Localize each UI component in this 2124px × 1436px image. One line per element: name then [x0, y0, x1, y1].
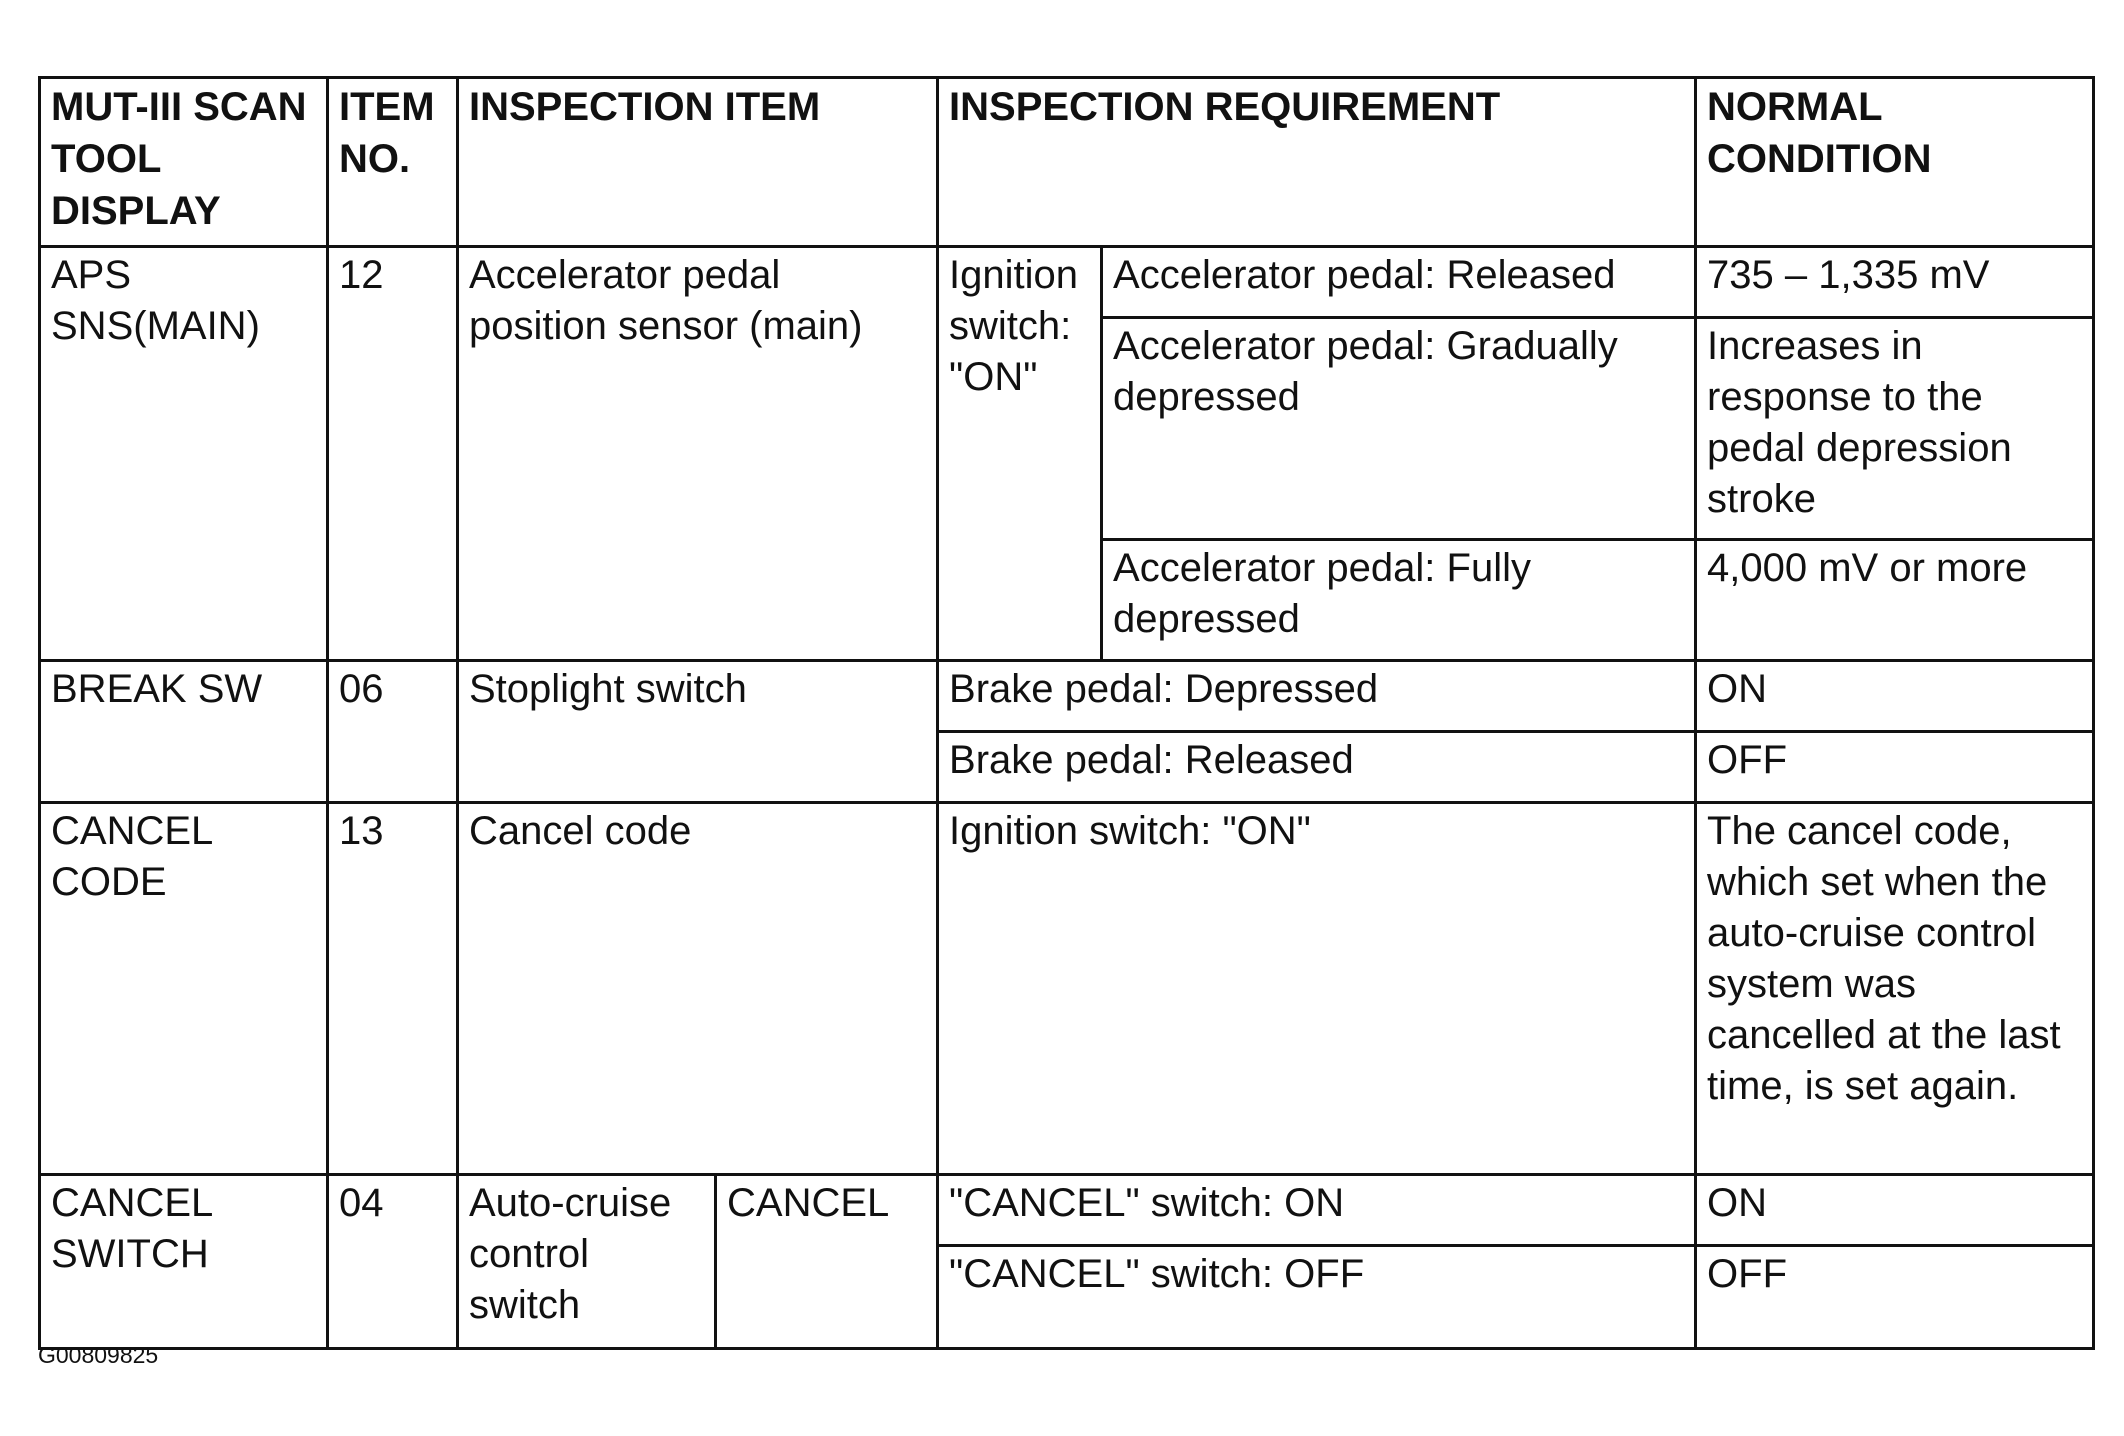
cancel-switch-requirement-off: "CANCEL" switch: OFF: [938, 1246, 1696, 1349]
cancel-switch-item-no-cell: 04: [328, 1175, 458, 1349]
brake-normal-depressed: ON: [1696, 661, 2094, 732]
cancel-code-inspection-item-cell: Cancel code: [458, 803, 938, 1175]
header-item-no: ITEM NO.: [328, 78, 458, 247]
table-row: [40, 247, 2094, 318]
aps-ignition-condition-cell: Ignition switch: "ON": [938, 247, 1102, 661]
aps-inspection-item-cell: Accelerator pedal position sensor (main): [458, 247, 938, 661]
aps-normal-gradually: Increases in response to the pedal depression stroke: [1696, 318, 2094, 540]
cancel-switch-sub-item-cell: CANCEL: [716, 1175, 938, 1349]
figure-id: G00809825: [38, 1342, 159, 1368]
aps-requirement-gradually: Accelerator pedal: Gradually depressed: [1102, 318, 1696, 540]
header-inspection-requirement: INSPECTION REQUIREMENT: [938, 78, 1696, 247]
cancel-code-normal-cell: The cancel code, which set when the auto-cruise control system was cancelled at the last time, is set again.: [1696, 803, 2094, 1175]
brake-requirement-released: Brake pedal: Released: [938, 732, 1696, 803]
brake-requirement-depressed: Brake pedal: Depressed: [938, 661, 1696, 732]
cancel-switch-inspection-item-cell: Auto-cruise control switch: [458, 1175, 716, 1349]
table-row: [40, 1175, 2094, 1246]
aps-requirement-fully: Accelerator pedal: Fully depressed: [1102, 540, 1696, 661]
table-row: [40, 661, 2094, 732]
cancel-code-requirement-cell: Ignition switch: "ON": [938, 803, 1696, 1175]
aps-normal-fully: 4,000 mV or more: [1696, 540, 2094, 661]
header-row: [40, 78, 2094, 247]
header-scan-tool-display: MUT-III SCAN TOOL DISPLAY: [40, 78, 328, 247]
brake-inspection-item-cell: Stoplight switch: [458, 661, 938, 803]
header-inspection-item: INSPECTION ITEM: [458, 78, 938, 247]
cancel-switch-requirement-on: "CANCEL" switch: ON: [938, 1175, 1696, 1246]
table-row: [40, 803, 2094, 1175]
brake-item-no-cell: 06: [328, 661, 458, 803]
brake-display-cell: BREAK SW: [40, 661, 328, 803]
cancel-switch-normal-off: OFF: [1696, 1246, 2094, 1349]
brake-normal-released: OFF: [1696, 732, 2094, 803]
aps-requirement-released: Accelerator pedal: Released: [1102, 247, 1696, 318]
cancel-switch-normal-on: ON: [1696, 1175, 2094, 1246]
inspection-table: [38, 76, 2095, 1350]
aps-display-cell: APS SNS(MAIN): [40, 247, 328, 661]
header-normal-condition: NORMAL CONDITION: [1696, 78, 2094, 247]
cancel-code-display-cell: CANCEL CODE: [40, 803, 328, 1175]
aps-item-no-cell: 12: [328, 247, 458, 661]
cancel-code-item-no-cell: 13: [328, 803, 458, 1175]
aps-normal-released: 735 – 1,335 mV: [1696, 247, 2094, 318]
cancel-switch-display-cell: CANCEL SWITCH: [40, 1175, 328, 1349]
